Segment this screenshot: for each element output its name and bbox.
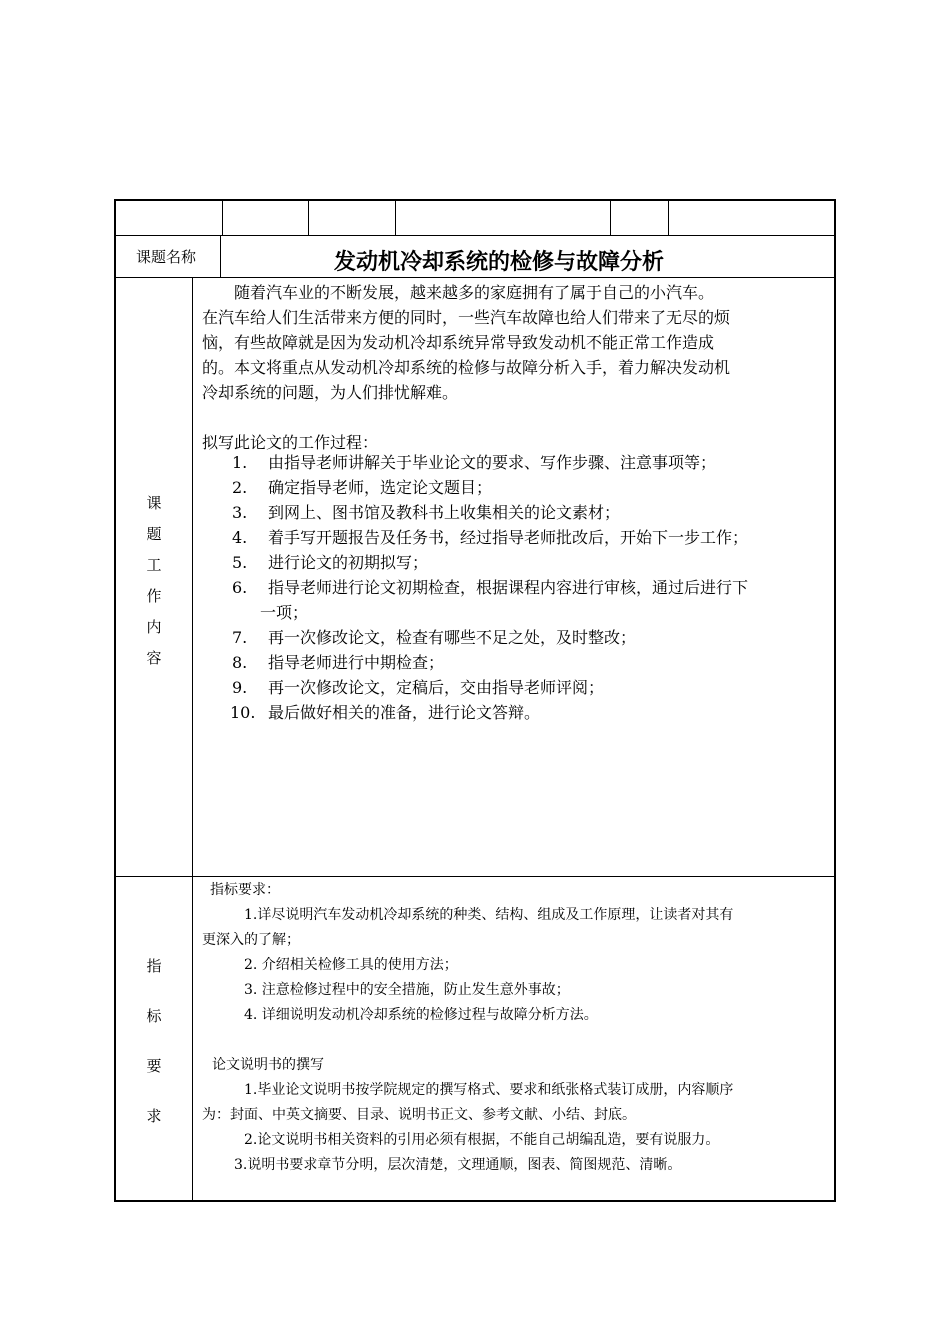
label-column-divider <box>192 277 193 1202</box>
label-char: 标 <box>146 1007 162 1025</box>
indicator-line: 更深入的了解； <box>202 932 300 948</box>
cell-divider <box>308 201 309 235</box>
step-text: 确定指导老师，选定论文题目； <box>268 478 493 497</box>
manual-title: 论文说明书的撰写 <box>212 1057 324 1073</box>
step-text: 到网上、图书馆及教科书上收集相关的论文素材； <box>268 503 621 522</box>
step-number: 1. <box>232 453 248 472</box>
intro-line: 的。本文将重点从发动机冷却系统的检修与故障分析入手，着力解决发动机 <box>202 358 731 377</box>
row-divider <box>116 235 834 236</box>
step-number: 10. <box>230 703 256 722</box>
step-number: 7. <box>232 628 248 647</box>
label-char: 内 <box>146 618 162 636</box>
step-text: 指导老师进行中期检查； <box>268 653 445 672</box>
step-number: 8. <box>232 653 248 672</box>
cell-divider <box>668 201 669 235</box>
row-divider <box>116 277 834 278</box>
step-number: 4. <box>232 528 248 547</box>
step-text: 指导老师进行论文初期检查，根据课程内容进行审核，通过后进行下 <box>268 578 749 597</box>
step-text: 再一次修改论文，定稿后，交由指导老师评阅； <box>268 678 605 697</box>
step-text: 进行论文的初期拟写； <box>268 553 429 572</box>
step-number: 6. <box>232 578 248 597</box>
form-table <box>114 199 836 1202</box>
indicator-line: 2. 介绍相关检修工具的使用方法； <box>244 957 458 973</box>
process-title: 拟写此论文的工作过程： <box>202 433 379 452</box>
cell-divider <box>222 201 223 235</box>
manual-line: 3.说明书要求章节分明，层次清楚，文理通顺，图表、简图规范、清晰。 <box>234 1157 682 1173</box>
cell-divider <box>610 201 611 235</box>
intro-line: 恼，有些故障就是因为发动机冷却系统异常导致发动机不能正常工作造成 <box>202 333 715 352</box>
cell-divider <box>395 201 396 235</box>
label-char: 指 <box>146 957 162 975</box>
label-char: 求 <box>146 1107 162 1125</box>
label-char: 工 <box>146 556 162 574</box>
step-text-continuation: 一项； <box>260 603 309 622</box>
label-char: 要 <box>146 1057 162 1075</box>
intro-line: 随着汽车业的不断发展，越来越多的家庭拥有了属于自己的小汽车。 <box>234 283 715 302</box>
label-char: 作 <box>146 587 162 605</box>
step-text: 由指导老师讲解关于毕业论文的要求、写作步骤、注意事项等； <box>268 453 717 472</box>
thesis-title: 发动机冷却系统的检修与故障分析 <box>334 250 665 275</box>
manual-line: 1.毕业论文说明书按学院规定的撰写格式、要求和纸张格式装订成册，内容顺序 <box>244 1082 734 1098</box>
label-char: 课 <box>146 494 162 512</box>
intro-line: 冷却系统的问题，为人们排忧解难。 <box>202 383 459 402</box>
step-text: 再一次修改论文，检查有哪些不足之处，及时整改； <box>268 628 637 647</box>
indicator-line: 3. 注意检修过程中的安全措施，防止发生意外事故； <box>244 982 570 998</box>
row-divider <box>116 876 834 877</box>
step-number: 9. <box>232 678 248 697</box>
label-char: 容 <box>146 649 162 667</box>
intro-line: 在汽车给人们生活带来方便的同时，一些汽车故障也给人们带来了无尽的烦 <box>202 308 731 327</box>
step-text: 最后做好相关的准备，进行论文答辩。 <box>268 703 541 722</box>
step-text: 着手写开题报告及任务书，经过指导老师批改后，开始下一步工作； <box>268 528 749 547</box>
step-number: 2. <box>232 478 248 497</box>
step-number: 3. <box>232 503 248 522</box>
step-number: 5. <box>232 553 248 572</box>
topic-label: 课题名称 <box>136 248 197 266</box>
manual-line: 2.论文说明书相关资料的引用必须有根据，不能自己胡编乱造，要有说服力。 <box>244 1132 720 1148</box>
cell-divider <box>220 235 221 277</box>
manual-line: 为：封面、中英文摘要、目录、说明书正文、参考文献、小结、封底。 <box>202 1107 636 1123</box>
indicator-title: 指标要求： <box>210 882 280 898</box>
indicator-line: 1.详尽说明汽车发动机冷却系统的种类、结构、组成及工作原理，让读者对其有 <box>244 907 734 923</box>
indicator-line: 4. 详细说明发动机冷却系统的检修过程与故障分析方法。 <box>244 1007 598 1023</box>
label-char: 题 <box>146 525 162 543</box>
